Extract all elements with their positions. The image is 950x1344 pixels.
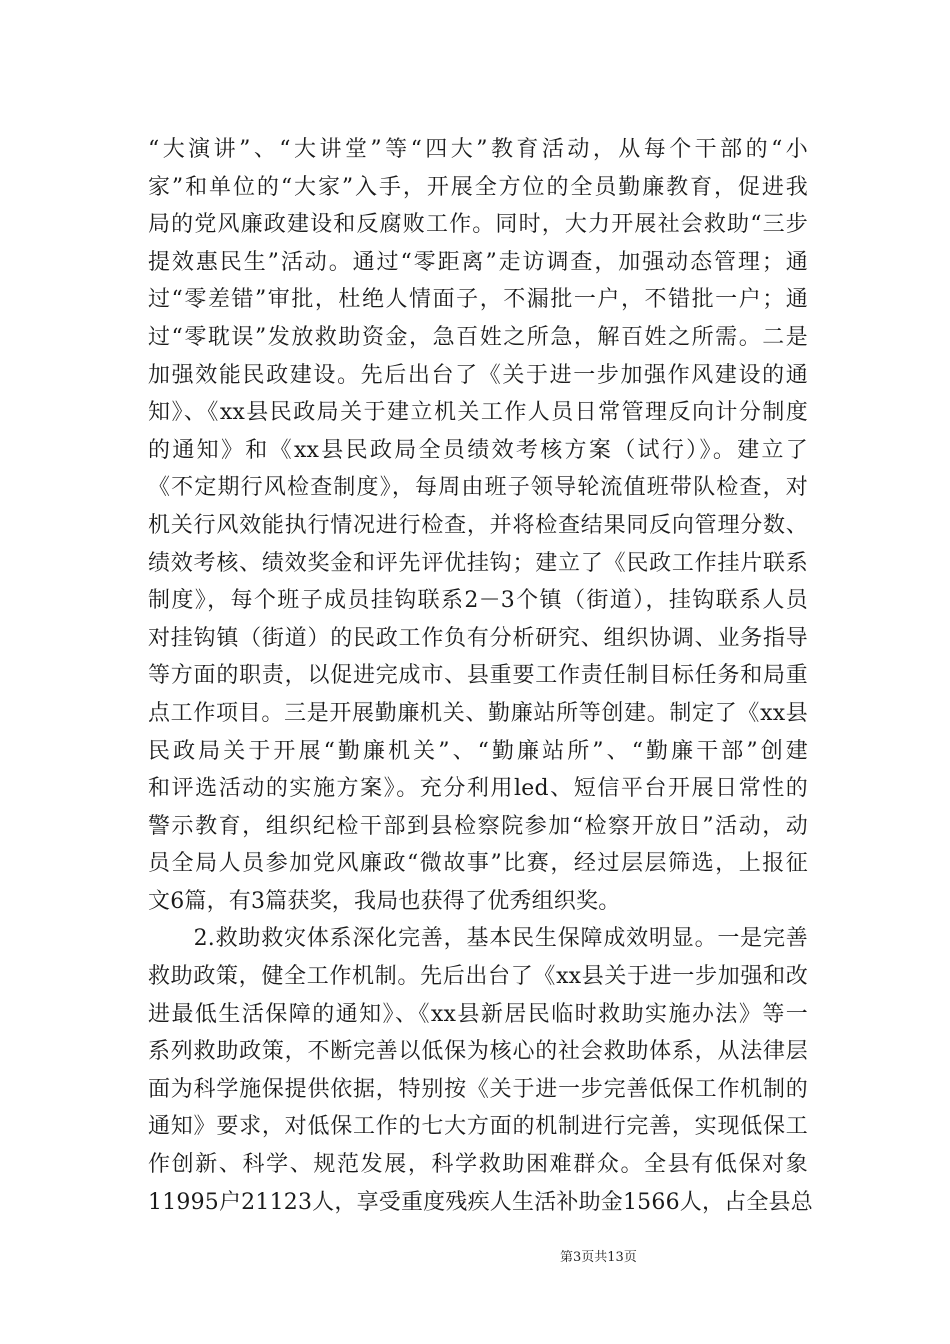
text-line: 面为科学施保提供依据，特别按《关于进一步完善低保工作机制的	[148, 1076, 808, 1102]
text-line: 作创新、科学、规范发展，科学救助困难群众。全县有低保对象	[148, 1152, 808, 1178]
text-line: 机关行风效能执行情况进行检查，并将检查结果同反向管理分数、	[148, 512, 808, 538]
paragraph-2	[148, 920, 813, 1221]
text-line: 通知》要求，对低保工作的七大方面的机制进行完善，实现低保工	[148, 1114, 808, 1140]
text-line: 制度》，每个班子成员挂钩联系2－3个镇（街道），挂钩联系人员	[148, 588, 808, 614]
text-line: 民政局关于开展“勤廉机关”、“勤廉站所”、“勤廉干部”创建	[148, 738, 808, 764]
text-line: “大演讲”、“大讲堂”等“四大”教育活动，从每个干部的“小	[148, 137, 808, 162]
text-line: 加强效能民政建设。先后出台了《关于进一步加强作风建设的通	[148, 362, 808, 388]
text-line: 警示教育，组织纪检干部到县检察院参加“检察开放日”活动，动	[148, 813, 808, 839]
text-line: 救助政策，健全工作机制。先后出台了《xx县关于进一步加强和改	[148, 964, 808, 990]
text-line: 局的党风廉政建设和反腐败工作。同时，大力开展社会救助“三步	[148, 212, 808, 238]
text-line: 进最低生活保障的通知》、《xx县新居民临时救助实施办法》等一	[148, 1001, 808, 1027]
text-line: 系列救助政策，不断完善以低保为核心的社会救助体系，从法律层	[148, 1039, 808, 1065]
text-line: 员全局人员参加党风廉政“微故事”比赛，经过层层筛选，上报征	[148, 851, 808, 877]
text-line: 过“零差错”审批，杜绝人情面子，不漏批一户，不错批一户；通	[148, 287, 808, 313]
paragraph-1	[148, 131, 808, 920]
text-line: 知》、《xx县民政局关于建立机关工作人员日常管理反向计分制度	[148, 400, 808, 426]
text-line: 《不定期行风检查制度》，每周由班子领导轮流值班带队检查，对	[148, 475, 808, 501]
page-number-footer: 第3页共13页	[560, 1250, 637, 1265]
body-text	[148, 131, 813, 1221]
text-line: 的通知》和《xx县民政局全员绩效考核方案（试行）》。建立了	[148, 437, 808, 463]
text-line: 文6篇，有3篇获奖，我局也获得了优秀组织奖。	[148, 888, 621, 914]
text-line: 11995户21123人，享受重度残疾人生活补助金1566人，占全县总	[148, 1189, 813, 1215]
text-line: 绩效考核、绩效奖金和评先评优挂钩；建立了《民政工作挂片联系	[148, 550, 808, 576]
text-line: 过“零耽误”发放救助资金，急百姓之所急，解百姓之所需。二是	[148, 324, 808, 350]
text-line: 点工作项目。三是开展勤廉机关、勤廉站所等创建。制定了《xx县	[148, 700, 808, 726]
text-line: 家”和单位的“大家”入手，开展全方位的全员勤廉教育，促进我	[148, 174, 808, 200]
text-line: 2.救助救灾体系深化完善，基本民生保障成效明显。一是完善	[148, 926, 808, 952]
text-line: 提效惠民生”活动。通过“零距离”走访调查，加强动态管理；通	[148, 249, 808, 275]
text-line: 对挂钩镇（街道）的民政工作负有分析研究、组织协调、业务指导	[148, 625, 808, 651]
text-line: 和评选活动的实施方案》。充分利用led、短信平台开展日常性的	[148, 776, 808, 802]
text-line: 等方面的职责，以促进完成市、县重要工作责任制目标任务和局重	[148, 663, 808, 689]
